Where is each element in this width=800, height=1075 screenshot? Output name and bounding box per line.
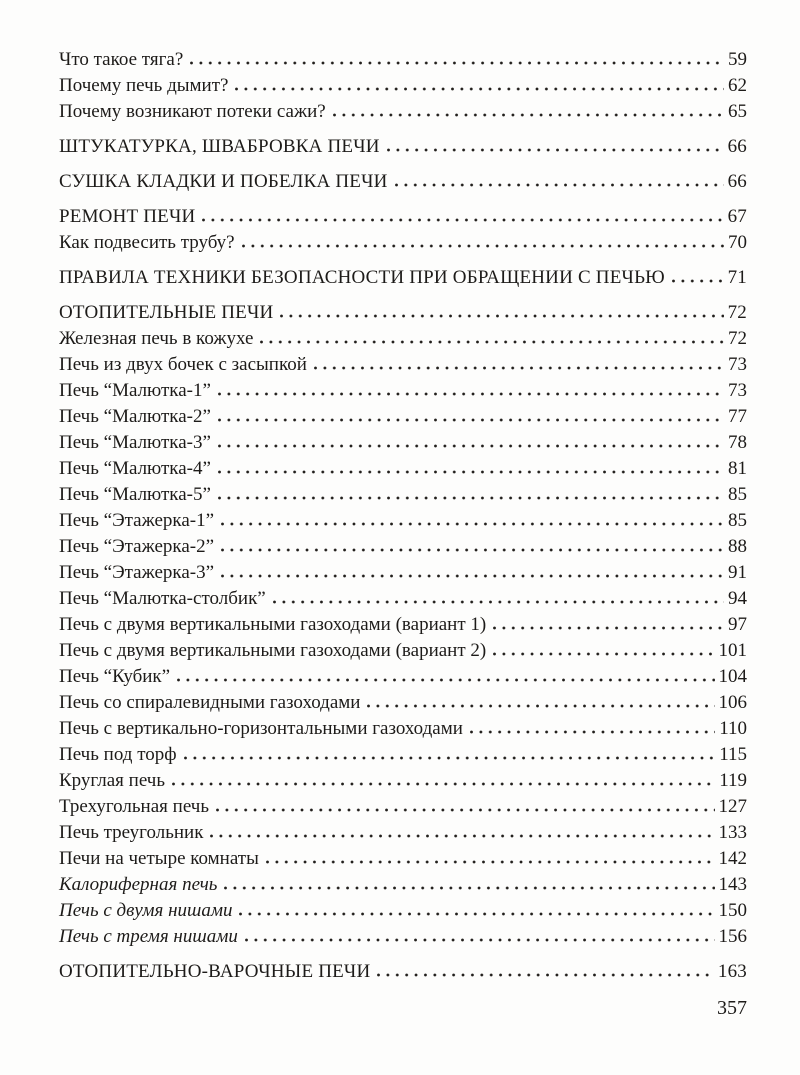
toc-row [59, 134, 747, 160]
toc-entry-label: Печь “Малютка-3” [59, 432, 211, 453]
toc-entry-page: 97 [728, 614, 747, 635]
toc-entry-label: ОТОПИТЕЛЬНЫЕ ПЕЧИ [59, 302, 274, 323]
toc-entry-label: Печь “Этажерка-2” [59, 536, 215, 557]
toc-entry-label: Как подвесить трубу? [59, 232, 235, 253]
toc-entry-label: Печь из двух бочек с засыпкой [59, 354, 307, 375]
toc-entry-page: 72 [728, 328, 747, 349]
toc-entry-label: Печь “Малютка-1” [59, 380, 211, 401]
toc-entry-label: Печь “Этажерка-1” [59, 510, 215, 531]
toc-entry-label: ШТУКАТУРКА, ШВАБРОВКА ПЕЧИ [59, 136, 380, 157]
toc-entry-page: 67 [727, 206, 747, 227]
toc-row [59, 560, 747, 586]
toc-entry-label: Почему возникают потеки сажи? [59, 101, 326, 122]
folio-page-number: 357 [717, 997, 747, 1019]
toc-row [59, 664, 747, 690]
toc-entry-page: 85 [728, 484, 747, 505]
toc-entry-page: 94 [728, 588, 747, 609]
toc-entry-page: 71 [727, 267, 747, 288]
toc-row [59, 820, 747, 846]
toc-entry-page: 104 [718, 666, 747, 687]
toc-row [59, 794, 747, 820]
toc-row [59, 586, 747, 612]
toc-entry-page: 62 [728, 75, 747, 96]
toc-entry-label: Печь с тремя нишами [59, 926, 238, 947]
toc-entry-label: Печь “Малютка-2” [59, 406, 211, 427]
toc-entry-page: 66 [727, 171, 747, 192]
toc-entry-page: 142 [718, 848, 747, 869]
toc-entry-page: 73 [728, 354, 747, 375]
toc-entry-label: Почему печь дымит? [59, 75, 229, 96]
toc-row [59, 612, 747, 638]
toc-row [59, 872, 747, 898]
toc-entry-label: СУШКА КЛАДКИ И ПОБЕЛКА ПЕЧИ [59, 171, 388, 192]
toc-row [59, 300, 747, 326]
toc-entry-label: Печь с вертикально-горизонтальными газоходами [59, 718, 463, 739]
toc-entry-label: Печь “Кубик” [59, 666, 171, 687]
toc-row [59, 898, 747, 924]
toc-entry-label: Печь “Малютка-5” [59, 484, 211, 505]
toc-row [59, 456, 747, 482]
toc-entry-label: Трехугольная печь [59, 796, 209, 817]
toc-row [59, 99, 747, 125]
toc-entry-label: Печь с двумя нишами [59, 900, 233, 921]
toc-entry-page: 110 [719, 718, 747, 739]
toc-row [59, 430, 747, 456]
toc-entry-label: РЕМОНТ ПЕЧИ [59, 206, 196, 227]
toc-entry-label: ПРАВИЛА ТЕХНИКИ БЕЗОПАСНОСТИ ПРИ ОБРАЩЕНИИ С ПЕЧЬЮ [59, 267, 665, 288]
toc-entry-label: Калориферная печь [59, 874, 218, 895]
toc-entry-page: 59 [728, 49, 747, 70]
toc-entry-label: Печь с двумя вертикальными газоходами (вариант 1) [59, 614, 487, 635]
toc-entry-page: 77 [728, 406, 747, 427]
toc-row [59, 265, 747, 291]
toc-entry-label: Круглая печь [59, 770, 166, 791]
toc-entry-label: Печь с двумя вертикальными газоходами (вариант 2) [59, 640, 487, 661]
toc-row [59, 378, 747, 404]
toc-entry-page: 65 [728, 101, 747, 122]
toc-row [59, 742, 747, 768]
toc-entry-page: 143 [718, 874, 747, 895]
toc-row [59, 352, 747, 378]
toc-entry-page: 115 [719, 744, 747, 765]
toc-entry-page: 127 [718, 796, 747, 817]
toc-row [59, 924, 747, 950]
toc-row [59, 638, 747, 664]
toc-entry-page: 78 [728, 432, 747, 453]
toc-entry-page: 66 [727, 136, 747, 157]
toc-row [59, 326, 747, 352]
toc-row [59, 690, 747, 716]
toc-entry-label: Печь “Этажерка-3” [59, 562, 215, 583]
toc-row [59, 508, 747, 534]
toc-entry-page: 106 [718, 692, 747, 713]
toc-row [59, 47, 747, 73]
toc-row [59, 716, 747, 742]
toc-row [59, 534, 747, 560]
toc-row [59, 169, 747, 195]
toc-entry-page: 81 [728, 458, 747, 479]
toc-entry-page: 88 [728, 536, 747, 557]
toc-entry-page: 163 [717, 961, 747, 982]
toc-entry-label: Печи на четыре комнаты [59, 848, 259, 869]
toc-row [59, 73, 747, 99]
toc-entry-page: 156 [718, 926, 747, 947]
toc-entry-label: Печь “Малютка-столбик” [59, 588, 266, 609]
toc-entry-label: Печь со спиралевидными газоходами [59, 692, 361, 713]
toc-entry-page: 73 [728, 380, 747, 401]
toc-row [59, 404, 747, 430]
toc-entry-page: 133 [718, 822, 747, 843]
toc-entry-label: Печь “Малютка-4” [59, 458, 211, 479]
toc-entry-page: 101 [718, 640, 747, 661]
toc-entry-page: 119 [719, 770, 747, 791]
toc-entry-page: 85 [728, 510, 747, 531]
toc-entry-page: 91 [728, 562, 747, 583]
toc-list [59, 47, 747, 985]
toc-row [59, 959, 747, 985]
toc-entry-label: Что такое тяга? [59, 49, 184, 70]
toc-entry-page: 70 [728, 232, 747, 253]
page-footer [59, 995, 747, 1022]
toc-entry-page: 150 [718, 900, 747, 921]
toc-entry-label: Печь треугольник [59, 822, 204, 843]
toc-entry-page: 72 [727, 302, 747, 323]
toc-row [59, 230, 747, 256]
toc-row [59, 768, 747, 794]
toc-row [59, 204, 747, 230]
toc-entry-label: Железная печь в кожухе [59, 328, 254, 349]
toc-row [59, 482, 747, 508]
toc-entry-label: ОТОПИТЕЛЬНО-ВАРОЧНЫЕ ПЕЧИ [59, 961, 371, 982]
toc-entry-label: Печь под торф [59, 744, 177, 765]
toc-row [59, 846, 747, 872]
